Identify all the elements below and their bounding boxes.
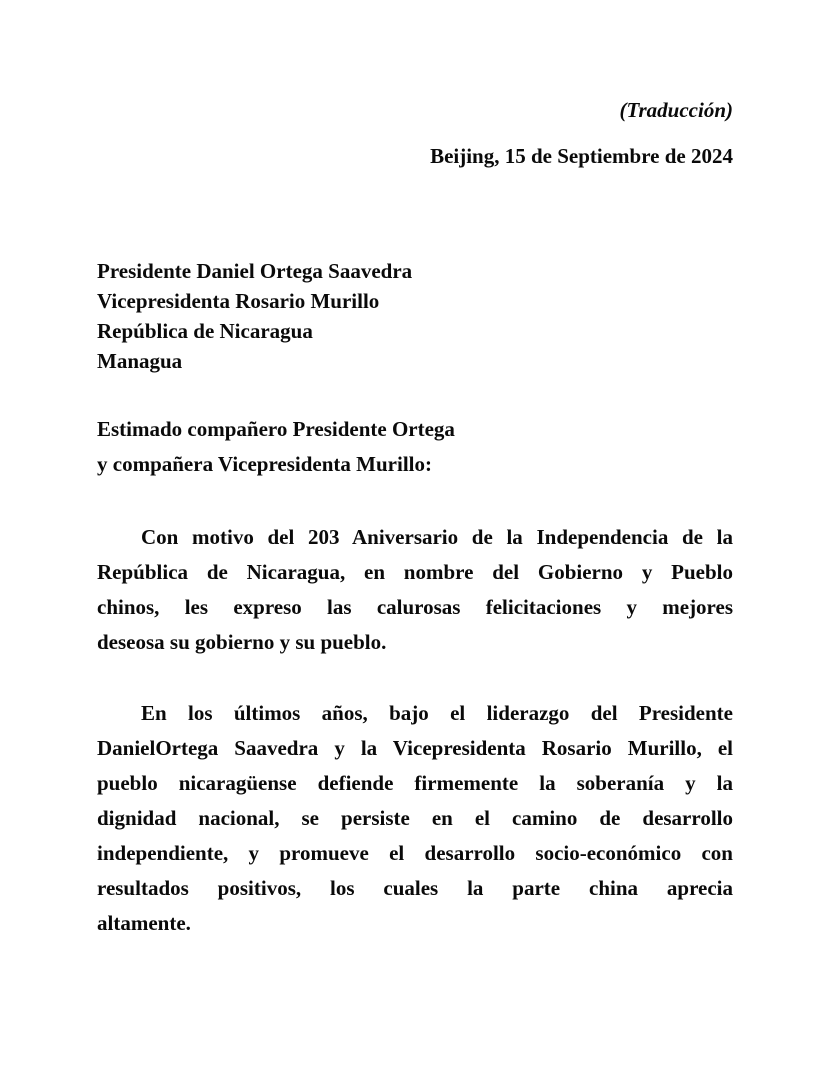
paragraph-line: DanielOrtega Saavedra y la Vicepresidenta Rosario Murillo, el [97,736,733,760]
body-paragraph-1 [97,520,733,660]
body-paragraph-2 [97,696,733,941]
paragraph-line: chinos, les expreso las calurosas felicitaciones y mejores [97,595,733,619]
paragraph-line: deseosa su gobierno y su pueblo. [97,630,387,654]
paragraph-line: dignidad nacional, se persiste en el camino de desarrollo [97,806,733,830]
recipient-line: Managua [97,349,183,373]
paragraph-line: República de Nicaragua, en nombre del Gobierno y Pueblo [97,560,733,584]
recipient-address-block [97,256,733,376]
paragraph-line: pueblo nicaragüense defiende firmemente la soberanía y la [97,771,733,795]
recipient-line: República de Nicaragua [97,319,313,343]
paragraph-line: altamente. [97,911,191,935]
paragraph-line: independiente, y promueve el desarrollo socio-económico con [97,841,733,865]
translation-note: (Traducción) [619,98,733,122]
salutation-line: Estimado compañero Presidente Ortega [97,417,455,441]
salutation-line: y compañera Vicepresidenta Murillo: [97,452,432,476]
paragraph-line: resultados positivos, los cuales la parte china aprecia [97,876,733,900]
recipient-line: Vicepresidenta Rosario Murillo [97,289,380,313]
paragraph-line: Con motivo del 203 Aniversario de la Independencia de la [141,525,733,549]
dateline: Beijing, 15 de Septiembre de 2024 [430,144,733,168]
recipient-line: Presidente Daniel Ortega Saavedra [97,259,413,283]
salutation [97,412,733,482]
paragraph-line: En los últimos años, bajo el liderazgo del Presidente [141,701,733,725]
